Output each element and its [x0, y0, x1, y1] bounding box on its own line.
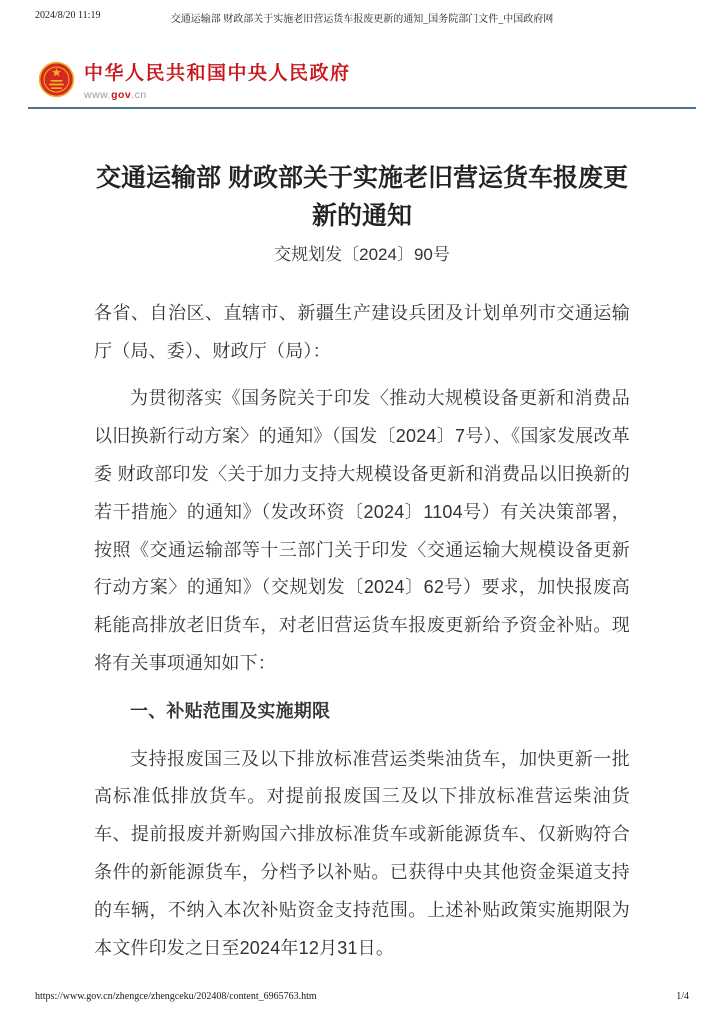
document-body: [94, 160, 630, 977]
print-datetime: 2024/8/20 11:19: [35, 10, 101, 21]
site-url-gov: gov: [111, 88, 132, 101]
section-1-heading: 一、补贴范围及实施期限: [130, 700, 331, 721]
gov-banner: [38, 61, 351, 101]
site-url-prefix: www.: [84, 88, 112, 101]
site-name: 中华人民共和国中央人民政府: [84, 63, 351, 84]
document-title: 交通运输部 财政部关于实施老旧营运货车报废更新的通知: [96, 164, 628, 230]
intro-paragraph: 为贯彻落实《国务院关于印发〈推动大规模设备更新和消费品以旧换新行动方案〉的通知》（国发〔2024〕7号）、《国家发展改革委 财政部印发〈关于加力支持大规模设备更新和消费品以旧换新的若干措施〉的通知》（发改环资〔2024〕1104号）有关决策部署，按照《交通运输部等十三部门关于印发〈交通运输大规模设备更新行动方案〉的通知》（交规划发〔2024〕62号）要求，加快报废高耗能高排放老旧货车，对老旧营运货车报废更新给予资金补贴。现将有关事项通知如下：: [94, 388, 630, 673]
salutation-paragraph: 各省、自治区、直辖市、新疆生产建设兵团及计划单列市交通运输厅（局、委）、财政厅（局）：: [94, 302, 630, 361]
document-number: 交规划发〔2024〕90号: [274, 245, 450, 264]
print-url: https://www.gov.cn/zhengce/zhengceku/202408/content_6965763.htm: [35, 991, 317, 1002]
national-emblem-icon: [38, 61, 75, 98]
print-header: [35, 10, 689, 24]
print-page-title: 交通运输部 财政部关于实施老旧营运货车报废更新的通知_国务院部门文件_中国政府网: [170, 14, 554, 25]
banner-text: [84, 61, 351, 101]
banner-divider: [28, 107, 696, 109]
site-url: [84, 89, 351, 101]
section-1-paragraph: 支持报废国三及以下排放标准营运类柴油货车，加快更新一批高标准低排放货车。对提前报废国三及以下排放标准营运柴油货车、提前报废并新购国六排放标准货车或新能源货车、仅新购符合条件的新能源货车，分档予以补贴。已获得中央其他资金渠道支持的车辆，不纳入本次补贴资金支持范围。上述补贴政策实施期限为本文件印发之日至2024年12月31日。: [94, 748, 630, 958]
page-indicator: 1/4: [676, 991, 689, 1002]
print-footer: [35, 991, 689, 1002]
site-url-suffix: .cn: [131, 88, 147, 101]
